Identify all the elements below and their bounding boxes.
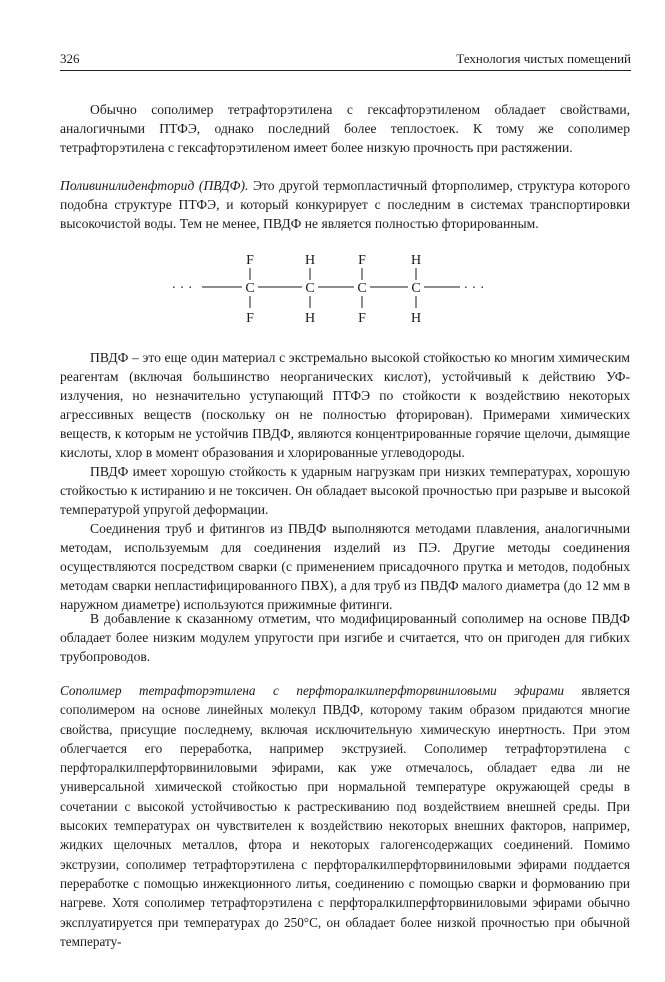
paragraph-pvdf-mechanical: ПВДФ имеет хорошую стойкость к ударным нагрузкам при низких температурах, хорошую стойкостью к истиранию и не токсичен. Он обладает высокой прочностью при разрыве и высокой температурой упругой деформации. bbox=[60, 464, 630, 517]
paragraph-pfa-copolymer bbox=[60, 681, 630, 951]
top-atom-1: F bbox=[246, 253, 254, 268]
chain-atom-3: C bbox=[357, 281, 367, 296]
chain-end-left: · · · bbox=[171, 281, 193, 296]
page-header bbox=[60, 50, 631, 71]
top-atom-2: H bbox=[304, 253, 316, 268]
pfa-text: является сополимером на основе линейных молекул ПВДФ, которому таким образом придаются многие свойства, присущие последнему, включая исключительную химическую инертность. При этом облегчается его переработка, например экструзией. Сополимер тетрафторэтилена с перфторалкилперфторвиниловыми эфирами, как уже отмечалось, обладает едва ли не универсальной химической стойкостью при нормальной температуре окружающей среды в сочетании с высокой устойчивостью к растрескиванию под воздействием внешней среды. При высоких температурах он чувствителен к воздействию некоторых внешних факторов, например, жидких щелочных металлов, фтора и некоторых галогенсодержащих соединений. Помимо экструзии, сополимер тетрафторэтилена с перфторалкилперфторвиниловыми эфирами поддается переработке с помощью инжекционного литья, соединению с помощью сварки и формованию при нагреве. Хотя сополимер тетрафторэтилена с перфторалкилперфторвиниловыми эфирами обычно эксплуатируется при температурах до 250°С, он обладает более низкой прочностью при обычной температу- bbox=[60, 683, 630, 949]
bottom-atom-4: H bbox=[410, 311, 422, 326]
pvdf-structural-formula bbox=[168, 250, 488, 332]
pvdf-definition-text: Это другой термопластичный фторполимер, структура которого подобна структуре ПТФЭ, и который конкурирует с последним в системах транспортировки высокочистой воды. Тем не менее, ПВДФ не является полностью фторированным. bbox=[60, 178, 630, 231]
paragraph-pvdf-chemical-resistance: ПВДФ – это еще один материал с экстремально высокой стойкостью ко многим химическим реагентам (включая большинство неорганических кислот), устойчивый к действию УФ-излучения, но незначительно уступающий ПТФЭ по стойкости к воздействию некоторых агрессивных веществ (поскольку он не полностью фторирован). Примерами химических веществ, к которым не устойчив ПВДФ, являются концентрированные горячие щелочи, дымящие кислоты, хлор в момент образования и хлорированные углеводороды. bbox=[60, 350, 630, 460]
paragraph-pvdf-definition bbox=[60, 176, 630, 233]
bottom-atom-1: F bbox=[246, 311, 254, 326]
chain-end-right: · · · bbox=[463, 281, 485, 296]
bottom-atom-3: F bbox=[358, 311, 366, 326]
paragraph-pvdf-joining: Соединения труб и фитингов из ПВДФ выполняются методами плавления, аналогичными методам, используемым для соединения изделий из ПЭ. Другие методы соединения осуществляются посредством сварки (с применением присадочного прутка и методов, подобных методам сварки непластифицированного ПВХ), а для труб из ПВДФ малого диаметра (до 12 мм в наружном диаметре) используются прижимные фитинги. bbox=[60, 521, 630, 612]
page-number: 326 bbox=[60, 51, 80, 66]
chain-atom-2: C bbox=[305, 281, 315, 296]
chain-atom-1: C bbox=[245, 281, 255, 296]
bottom-atom-2: H bbox=[304, 311, 316, 326]
paragraph-pvdf-modified: В добавление к сказанному отметим, что модифицированный сополимер на основе ПВДФ обладает более низким модулем упругости при изгибе и считается, что он пригоден для гибких трубопроводов. bbox=[60, 611, 630, 664]
top-atom-3: F bbox=[358, 253, 366, 268]
top-atom-4: H bbox=[410, 253, 422, 268]
formula-svg bbox=[168, 250, 488, 332]
pvdf-heading: Поливинилиденфторид (ПВДФ). bbox=[60, 178, 249, 193]
chain-atom-4: C bbox=[411, 281, 421, 296]
running-title: Технология чистых помещений bbox=[456, 51, 631, 66]
paragraph-copolymer-intro: Обычно сополимер тетрафторэтилена с гексафторэтиленом обладает свойствами, аналогичными ПТФЭ, однако последний более теплостоек. К тому же сополимер тетрафторэтилена с гексафторэтиленом имеет более низкую прочность при растяжении. bbox=[60, 102, 630, 155]
pfa-heading: Сополимер тетрафторэтилена с перфторалкилперфторвиниловыми эфирами bbox=[60, 683, 565, 698]
